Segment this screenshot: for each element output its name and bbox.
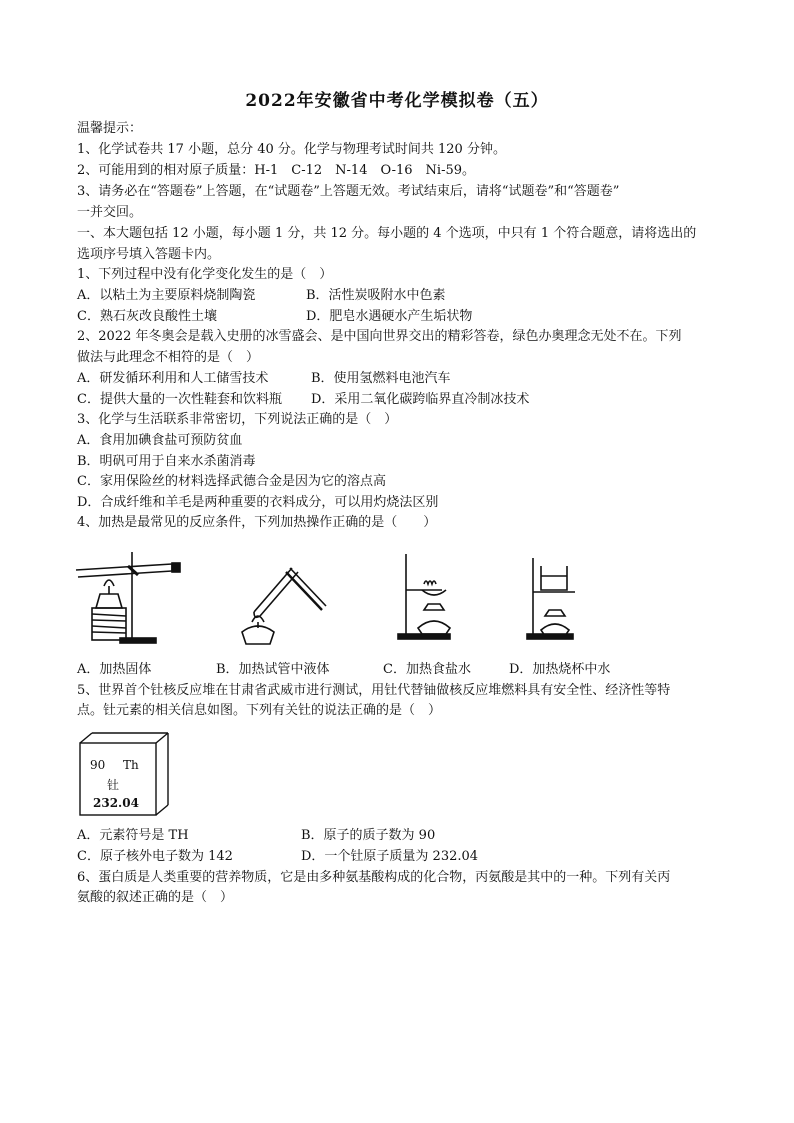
q5-option-c: C．原子核外电子数为 142 bbox=[77, 849, 233, 864]
section-1-intro-line2: 选项序号填入答题卡内。 bbox=[77, 247, 221, 262]
q1-option-c: C．熟石灰改良酸性土壤 bbox=[77, 309, 217, 324]
heating-liquid-figure bbox=[230, 554, 330, 650]
q4-option-c: C．加热食盐水 bbox=[383, 662, 471, 677]
q1-option-b: B．活性炭吸附水中色素 bbox=[306, 288, 446, 303]
heating-solid-figure bbox=[72, 546, 184, 646]
q5-option-b: B．原子的质子数为 90 bbox=[301, 828, 436, 843]
tips-heading: 温馨提示： bbox=[77, 121, 143, 136]
q2-option-c: C．提供大量的一次性鞋套和饮料瓶 bbox=[77, 392, 282, 407]
q3-stem: 3、化学与生活联系非常密切，下列说法正确的是（ ） bbox=[77, 412, 398, 427]
q2-option-a: A．研发循环利用和人工储雪技术 bbox=[77, 371, 269, 386]
q5-option-a: A．元素符号是 TH bbox=[77, 828, 189, 843]
q4-option-d: D．加热烧杯中水 bbox=[509, 662, 611, 677]
section-1-intro-line1: 一、本大题包括 12 小题，每小题 1 分，共 12 分。每小题的 4 个选项，中只有 1 个符合题意，请将选出的 bbox=[77, 226, 697, 241]
q3-option-d: D．合成纤维和羊毛是两种重要的衣料成分，可以用灼烧法区别 bbox=[77, 495, 439, 510]
q5-option-d: D．一个钍原子质量为 232.04 bbox=[301, 849, 479, 864]
tip-1: 1、化学试卷共 17 小题，总分 40 分。化学与物理考试时间共 120 分钟。 bbox=[77, 142, 506, 157]
q2-option-d: D．采用二氧化碳跨临界直冷制冰技术 bbox=[311, 392, 530, 407]
tip-2: 2、可能用到的相对原子质量：H-1 C-12 N-14 O-16 Ni-59。 bbox=[77, 163, 475, 178]
heating-salt-water-figure bbox=[396, 548, 460, 642]
q2-stem-line2: 做法与此理念不相符的是（ ） bbox=[77, 350, 260, 365]
q1-option-d: D．肥皂水遇硬水产生垢状物 bbox=[306, 309, 473, 324]
q5-stem-line2: 点。钍元素的相关信息如图。下列有关钍的说法正确的是（ ） bbox=[77, 703, 442, 718]
tip-3-line2: 一并交回。 bbox=[77, 205, 143, 220]
element-symbol: Th bbox=[123, 758, 139, 772]
q2-option-b: B．使用氢燃料电池汽车 bbox=[311, 371, 451, 386]
q2-stem-line1: 2、2022 年冬奥会是载入史册的冰雪盛会、是中国向世界交出的精彩答卷，绿色办奥理念无处不在。下列 bbox=[77, 329, 682, 344]
element-name: 钍 bbox=[107, 778, 120, 792]
page-title: 2022年安徽省中考化学模拟卷（五） bbox=[245, 91, 549, 111]
q6-stem-line2: 氨酸的叙述正确的是（ ） bbox=[77, 890, 234, 905]
q3-option-c: C．家用保险丝的材料选择武德合金是因为它的溶点高 bbox=[77, 474, 386, 489]
element-atomic-number: 90 bbox=[90, 758, 106, 772]
q1-option-a: A．以粘土为主要原料烧制陶瓷 bbox=[77, 288, 256, 303]
q4-option-b: B．加热试管中液体 bbox=[216, 662, 330, 677]
q3-option-a: A．食用加碘食盐可预防贫血 bbox=[77, 433, 243, 448]
q6-stem-line1: 6、蛋白质是人类重要的营养物质，它是由多种氨基酸构成的化合物，丙氨酸是其中的一种。下列有关丙 bbox=[77, 870, 671, 885]
element-atomic-mass: 232.04 bbox=[93, 796, 139, 810]
q4-option-a: A．加热固体 bbox=[77, 662, 152, 677]
q1-stem: 1、下列过程中没有化学变化发生的是（ ） bbox=[77, 267, 333, 282]
heating-beaker-figure bbox=[527, 556, 587, 642]
tip-3-line1: 3、请务必在“答题卷”上答题，在“试题卷”上答题无效。考试结束后，请将“试题卷”和“答题卷” bbox=[77, 184, 620, 199]
q4-stem: 4、加热是最常见的反应条件，下列加热操作正确的是（ ） bbox=[77, 515, 437, 530]
q5-stem-line1: 5、世界首个钍核反应堆在甘肃省武威市进行测试，用钍代替铀做核反应堆燃料具有安全性、经济性等特 bbox=[77, 683, 671, 698]
q3-option-b: B．明矾可用于自来水杀菌消毒 bbox=[77, 454, 256, 469]
